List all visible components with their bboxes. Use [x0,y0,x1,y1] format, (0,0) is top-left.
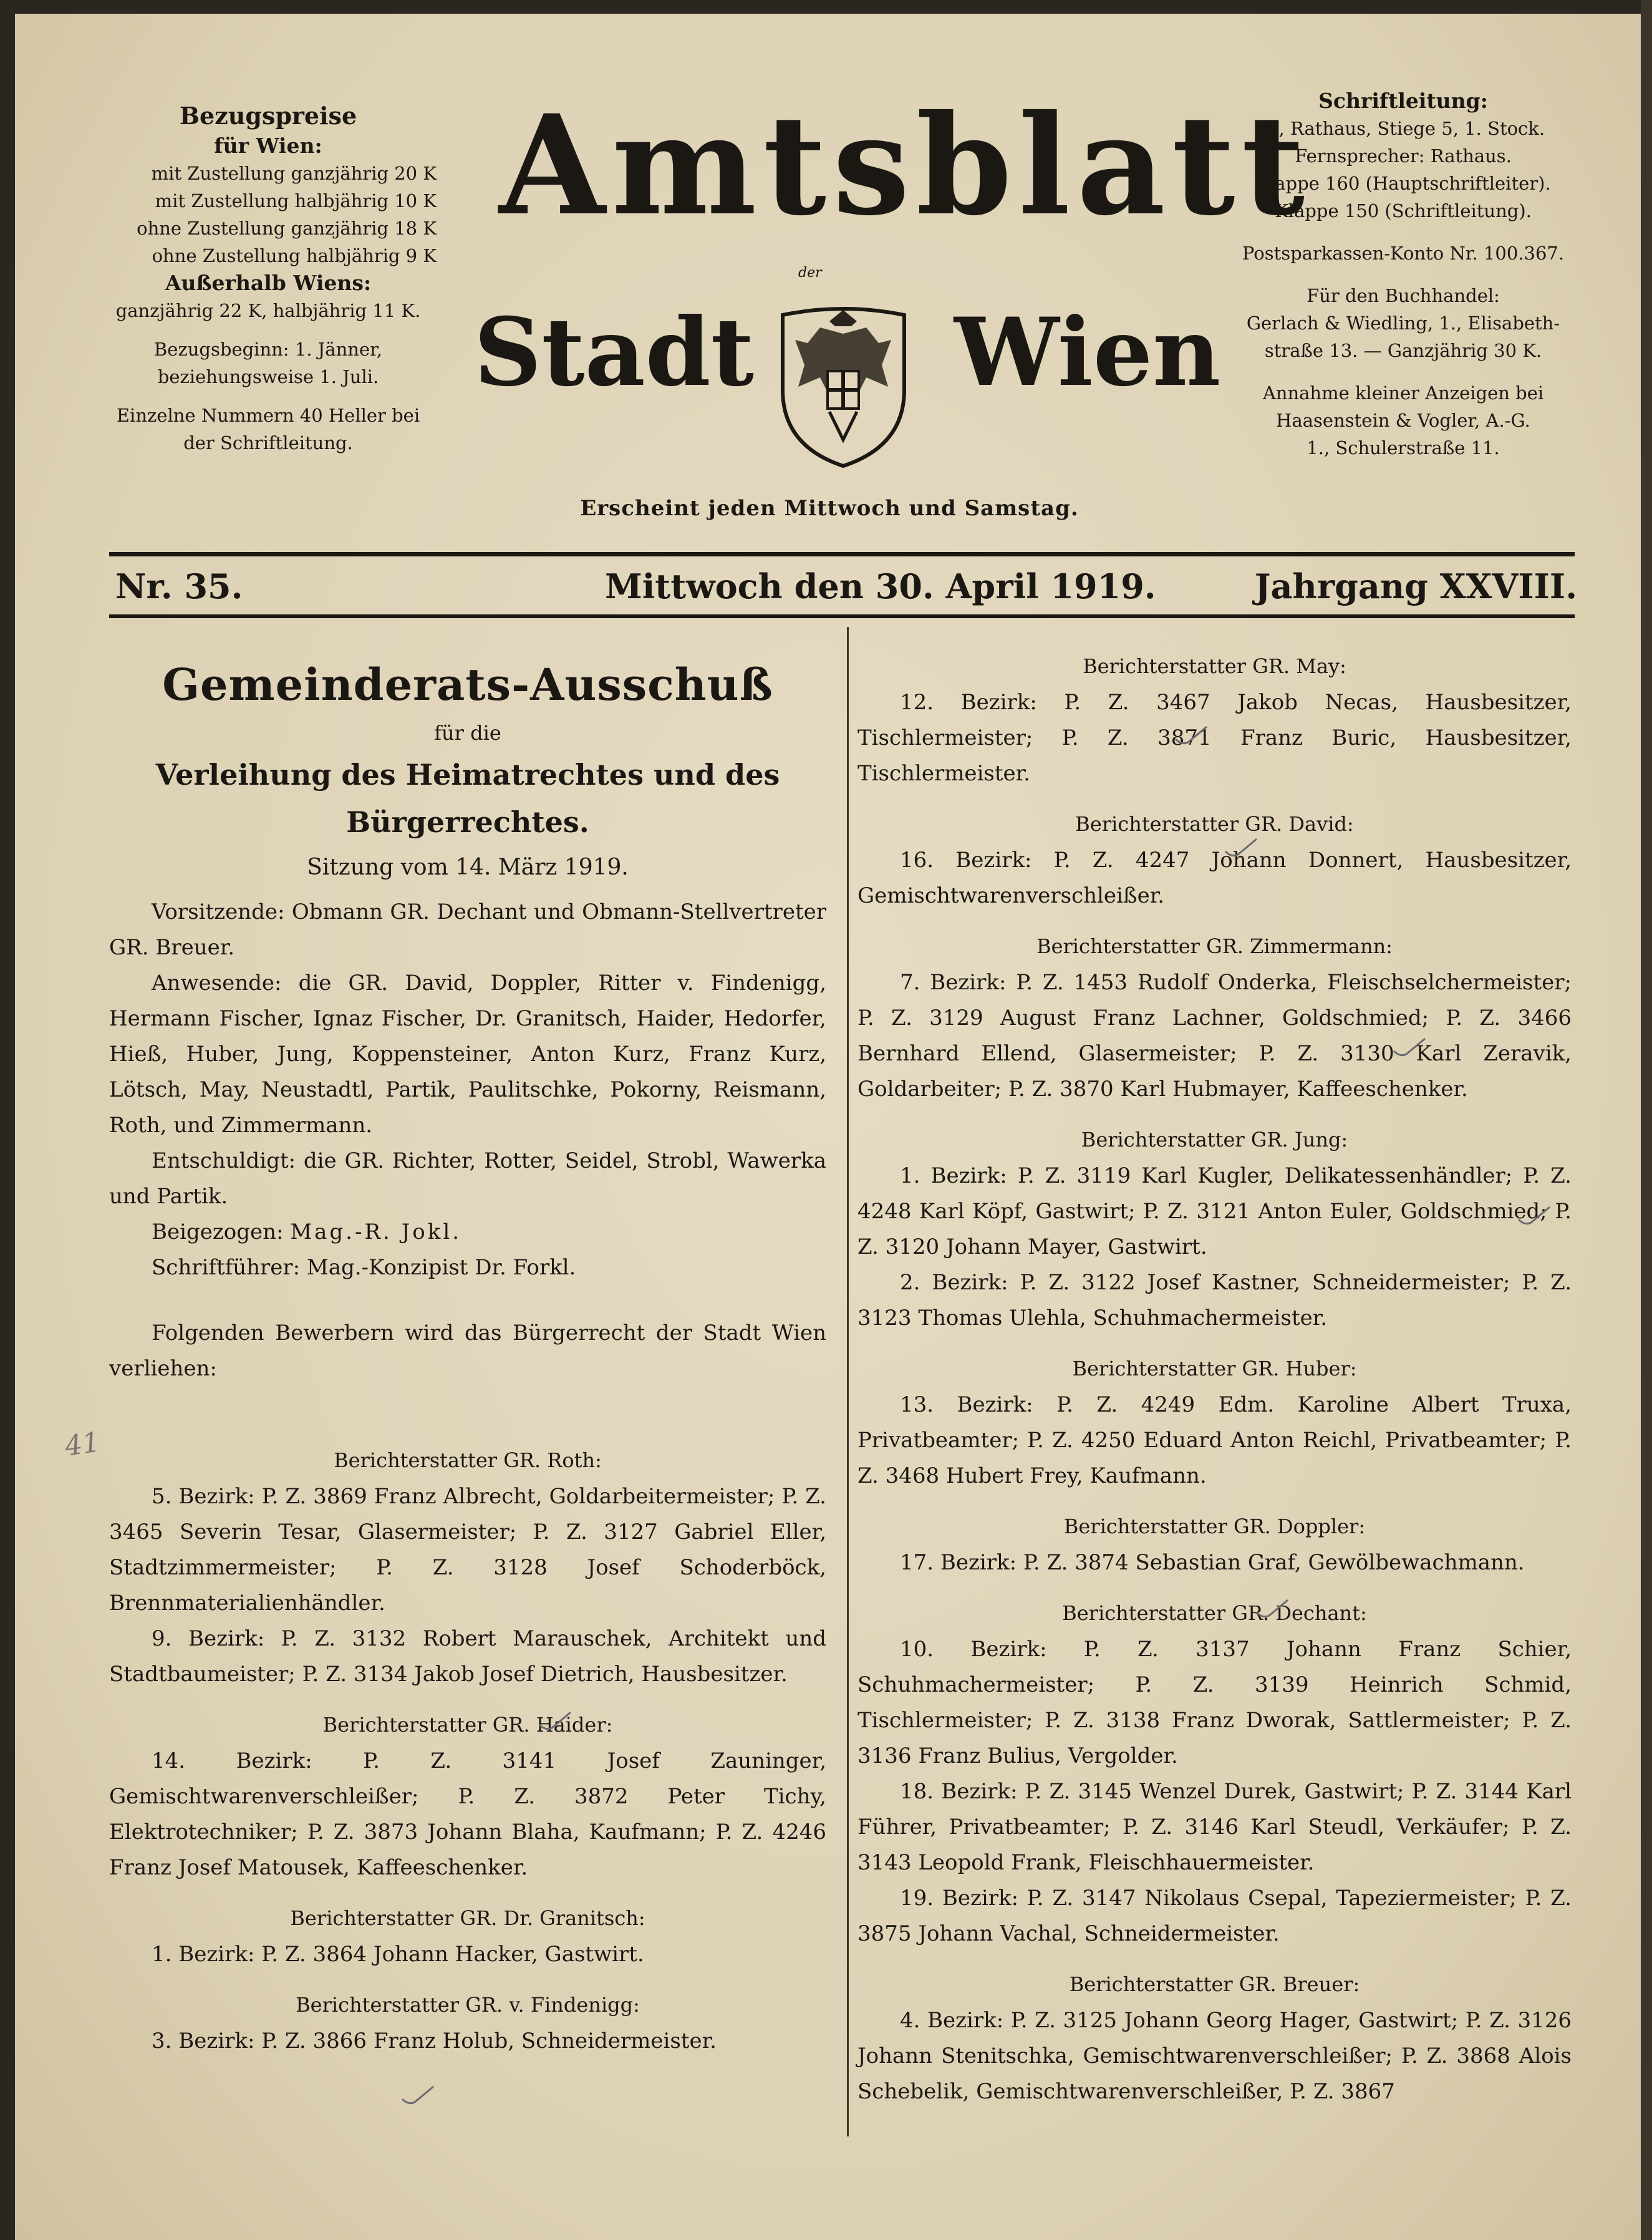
scan-edge-left [0,0,15,2240]
pencil-check-icon [1222,836,1260,861]
reporter-heading: Berichterstatter GR. Dechant: [1062,1601,1367,1625]
session-date: Sitzung vom 14. März 1919. [307,855,629,880]
entry-paragraph: 3. Bezirk: P. Z. 3866 Franz Holub, Schneidermeister. [152,2029,717,2053]
subscription-line: ohne Zustellung ganzjährig 18 K [137,218,437,239]
attached-text: Mag.-R. Jokl. [290,1219,462,1244]
chair-paragraph [109,895,826,966]
reporter-heading: Berichterstatter GR. Haider: [322,1713,613,1737]
reporter-heading: Berichterstatter GR. v. Findenigg: [296,1993,640,2017]
entry-paragraph: 9. Bezirk: P. Z. 3132 Robert Marauschek, Architekt und Stadtbaumeister; P. Z. 3134 Jakob Josef Dietrich, Hausbesitzer. [109,1626,826,1687]
secretary-label: Schriftführer: [152,1255,301,1280]
entry-paragraph: 19. Bezirk: P. Z. 3147 Nikolaus Csepal, Tapeziermeister; P. Z. 3875 Johann Vachal, Schneidermeister. [857,1886,1572,1946]
scan-edge-right [1641,0,1652,2240]
right-column [857,647,1572,2110]
entry-paragraph: 10. Bezirk: P. Z. 3137 Johann Franz Schier, Schuhmachermeister; P. Z. 3139 Heinrich Schmid, Tischlermeister; P. Z. 3138 Franz Dworak, Sattlermeister; P. Z. 3136 Franz Bulius, Vergolder. [857,1637,1572,1768]
excused-paragraph [109,1143,826,1215]
office-phone: Klappe 150 (Schriftleitung). [1275,200,1532,221]
left-column [109,655,826,2059]
reporter-heading: Berichterstatter GR. Zimmermann: [1036,934,1393,958]
pencil-check-icon [536,1709,574,1734]
entry-paragraph: 16. Bezirk: P. Z. 4247 Johann Donnert, Hausbesitzer, Gemischtwarenverschleißer. [857,848,1572,908]
office-trade: straße 13. — Ganzjährig 30 K. [1264,340,1542,361]
reporter-heading: Berichterstatter GR. May: [1083,654,1346,678]
issue-volume: Jahrgang XXVIII. [1254,566,1577,606]
subscription-line: ohne Zustellung halbjährig 9 K [152,245,437,266]
reporter-heading: Berichterstatter GR. Doppler: [1063,1515,1366,1538]
attached-label: Beigezogen: [152,1219,284,1244]
issue-date: Mittwoch den 30. April 1919. [605,566,1156,606]
subscription-box [94,100,443,457]
entry-paragraph: 17. Bezirk: P. Z. 3874 Sebastian Graf, Gewölbewachmann. [900,1550,1525,1575]
outside-line: ganzjährig 22 K, halbjährig 11 K. [115,300,421,321]
office-ads: Annahme kleiner Anzeigen bei [1262,382,1544,404]
chair-text: Obmann GR. Dechant und Obmann-Stellvertreter GR. Breuer. [109,899,827,960]
entry-paragraph: 12. Bezirk: P. Z. 3467 Jakob Necas, Hausbesitzer, Tischlermeister; P. Z. 3871 Franz Buric, Hausbesitzer, Tischlermeister. [857,690,1572,786]
excused-label: Entschuldigt: [152,1148,296,1173]
office-phone: Klappe 160 (Hauptschriftleiter). [1255,173,1551,194]
article-headline: Gemeinderats-Ausschuß [162,659,773,710]
column-divider [847,627,849,2136]
entry-paragraph: 1. Bezirk: P. Z. 3864 Johann Hacker, Gastwirt. [152,1942,644,1967]
entry-paragraph: 1. Bezirk: P. Z. 3119 Karl Kugler, Delikatessenhändler; P. Z. 4248 Karl Köpf, Gastwirt; P. Z. 3121 Anton Euler, Goldschmied; P. Z. 3120 Johann Mayer, Gastwirt. [857,1163,1572,1259]
office-trade: Gerlach & Wiedling, 1., Elisabeth- [1246,313,1560,334]
chair-label: Vorsitzende: [152,899,285,924]
secretary-text: Mag.-Konzipist Dr. Forkl. [306,1255,576,1280]
office-ads: 1., Schulerstraße 11. [1307,437,1500,458]
start-line: Bezugsbeginn: 1. Jänner, [154,339,382,360]
subscription-line: mit Zustellung halbjährig 10 K [155,190,437,211]
single-issue-line: der Schriftleitung. [183,432,353,453]
divider [109,552,1575,556]
attached-paragraph [109,1215,826,1250]
reporter-heading: Berichterstatter GR. Dr. Granitsch: [290,1906,645,1930]
masthead-wien: Wien [954,298,1221,407]
office-trade: Für den Buchhandel: [1307,285,1500,306]
entry-paragraph: 7. Bezirk: P. Z. 1453 Rudolf Onderka, Fleischselchermeister; P. Z. 3129 August Franz Lachner, Goldschmied; P. Z. 3466 Bernhard Ellend, Glasermeister; P. Z. 3130 Karl Zeravik, Goldarbeiter; P. Z. 3870 Karl Hubmayer, Kaffeeschenker. [857,970,1572,1102]
issue-number: Nr. 35. [115,566,243,606]
office-box [1222,87,1584,462]
article-subheadline: Verleihung des Heimatrechtes und des Bürgerrechtes. [155,758,780,839]
intro-paragraph: Folgenden Bewerbern wird das Bürgerrecht der Stadt Wien verliehen: [109,1321,826,1381]
reporter-heading: Berichterstatter GR. Jung: [1081,1128,1348,1152]
pencil-check-icon [1391,1035,1428,1060]
entry-paragraph: 5. Bezirk: P. Z. 3869 Franz Albrecht, Goldarbeitermeister; P. Z. 3465 Severin Tesar, Glasermeister; P. Z. 3127 Gabriel Eller, Stadtzimmermeister; P. Z. 3128 Josef Schoderböck, Brennmaterialienhändler. [109,1484,826,1616]
coat-of-arms-icon [770,296,917,471]
office-phone: Fernsprecher: Rathaus. [1295,145,1512,167]
subscription-subheading: für Wien: [214,133,322,158]
scan-edge-top [0,0,1652,14]
present-paragraph [109,966,826,1143]
reporter-heading: Berichterstatter GR. David: [1075,812,1354,836]
entry-paragraph: 2. Bezirk: P. Z. 3122 Josef Kastner, Schneidermeister; P. Z. 3123 Thomas Ulehla, Schuhmachermeister. [857,1270,1572,1331]
masthead-title: Amtsblatt [499,84,1311,246]
outside-heading: Außerhalb Wiens: [165,271,372,295]
present-text: die GR. David, Doppler, Ritter v. Findenigg, Hermann Fischer, Ignaz Fischer, Dr. Granitsch, Haider, Hedorfer, Hieß, Huber, Jung, Koppensteiner, Anton Kurz, Franz Kurz, Lötsch, May, Neustadtl, Partik, Paulitschke, Pokorny, Reismann, Roth, und Zimmermann. [109,971,827,1138]
pencil-check-icon [1172,724,1210,749]
subscription-line: mit Zustellung ganzjährig 20 K [151,163,437,184]
entry-paragraph: 14. Bezirk: P. Z. 3141 Josef Zauninger, Gemischtwarenverschleißer; P. Z. 3872 Peter Tichy, Elektrotechniker; P. Z. 3873 Johann Blaha, Kaufmann; P. Z. 4246 Franz Josef Matousek, Kaffeeschenker. [109,1748,826,1880]
entry-paragraph: 18. Bezirk: P. Z. 3145 Wenzel Durek, Gastwirt; P. Z. 3144 Karl Führer, Privatbeamter; P. Z. 3146 Karl Steudl, Verkäufer; P. Z. 3143 Leopold Frank, Fleischhauermeister. [857,1779,1572,1875]
subscription-heading: Bezugspreise [179,102,357,130]
single-issue-line: Einzelne Nummern 40 Heller bei [116,405,420,426]
start-line: beziehungsweise 1. Juli. [157,366,379,387]
publication-schedule: Erscheint jeden Mittwoch und Samstag. [580,496,1079,521]
pencil-check-icon [399,2083,437,2108]
pencil-check-icon [1253,1597,1291,1622]
secretary-paragraph [109,1250,826,1286]
reporter-heading: Berichterstatter GR. Breuer: [1069,1972,1360,1996]
present-label: Anwesende: [152,971,282,996]
masthead-stadt: Stadt [474,298,754,407]
entry-paragraph: 13. Bezirk: P. Z. 4249 Edm. Karoline Albert Truxa, Privatbeamter; P. Z. 4250 Eduard Anton Reichl, Privatbeamter; P. Z. 3468 Hubert Frey, Kaufmann. [857,1392,1572,1488]
handwritten-margin-note: 41 [62,1426,102,1463]
reporter-heading: Berichterstatter GR. Huber: [1072,1357,1357,1380]
office-postal: Postsparkassen-Konto Nr. 100.367. [1242,243,1565,264]
entry-paragraph: 4. Bezirk: P. Z. 3125 Johann Georg Hager, Gastwirt; P. Z. 3126 Johann Stenitschka, Gemischtwarenverschleißer; P. Z. 3868 Alois Schebelik, Gemischtwarenverschleißer, P. Z. 3867 [857,2008,1572,2104]
masthead-der: der [798,265,822,281]
reporter-heading: Berichterstatter GR. Roth: [334,1448,602,1472]
office-address: 1., Rathaus, Stiege 5, 1. Stock. [1261,118,1545,139]
pencil-check-icon [1515,1204,1553,1229]
article-fuer-die: für die [434,721,501,745]
excused-text: die GR. Richter, Rotter, Seidel, Strobl, Wawerka und Partik. [109,1148,826,1209]
office-ads: Haasenstein & Vogler, A.-G. [1276,410,1530,431]
divider [109,614,1575,618]
office-heading: Schriftleitung: [1318,89,1488,113]
